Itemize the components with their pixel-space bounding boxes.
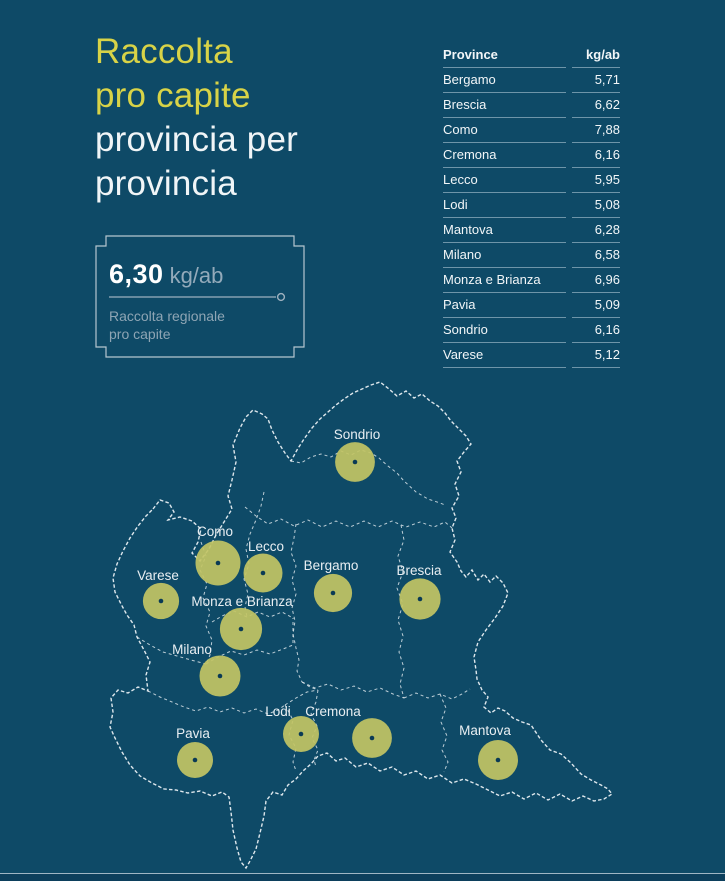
province-capital-dot	[239, 627, 244, 632]
province-capital-dot	[218, 674, 223, 679]
table-cell-province: Monza e Brianza	[443, 267, 566, 293]
table-cell-province: Mantova	[443, 217, 566, 243]
table-cell-province: Lecco	[443, 167, 566, 193]
regional-average-value: 6,30	[109, 259, 164, 289]
province-capital-dot	[331, 591, 336, 596]
province-label: Sondrio	[333, 427, 381, 442]
province-label: Milano	[172, 642, 212, 657]
province-label: Brescia	[396, 563, 442, 578]
province-label: Cremona	[305, 704, 361, 719]
table-cell-kgab: 5,71	[572, 67, 620, 93]
title-line-4: provincia	[95, 164, 237, 203]
province-capital-dot	[299, 732, 304, 737]
table-cell-province: Cremona	[443, 142, 566, 168]
table-cell-kgab: 5,12	[572, 342, 620, 368]
table-cell-province: Brescia	[443, 92, 566, 118]
province-label: Pavia	[176, 726, 210, 741]
title-line-3: provincia per	[95, 120, 298, 159]
province-capital-dot	[418, 597, 423, 602]
table-cell-province: Pavia	[443, 292, 566, 318]
table-cell-kgab: 6,16	[572, 317, 620, 343]
province-capital-dot	[370, 736, 375, 741]
regional-average-caption: Raccolta regionale pro capite	[109, 308, 225, 342]
province-capital-dot	[193, 758, 198, 763]
regional-average-unit: kg/ab	[169, 263, 224, 288]
province-label: Lodi	[265, 704, 291, 719]
province-capital-dot	[496, 758, 501, 763]
next-section-edge	[0, 873, 725, 881]
province-label: Bergamo	[303, 558, 359, 573]
table-cell-province: Milano	[443, 242, 566, 268]
province-capital-dot	[353, 460, 358, 465]
province-capital-dot	[159, 599, 164, 604]
table-cell-province: Varese	[443, 342, 566, 368]
title-line-accent-1: Raccolta	[95, 32, 233, 71]
table-cell-kgab: 5,95	[572, 167, 620, 193]
province-label: Como	[196, 524, 234, 539]
table-cell-province: Como	[443, 117, 566, 143]
table-cell-province: Bergamo	[443, 67, 566, 93]
title-line-accent-2: pro capite	[95, 76, 251, 115]
table-header-kgab: kg/ab	[572, 42, 620, 68]
table-cell-kgab: 5,08	[572, 192, 620, 218]
province-label: Mantova	[459, 723, 511, 738]
table-cell-kgab: 7,88	[572, 117, 620, 143]
province-capital-dot	[216, 561, 221, 566]
table-cell-province: Sondrio	[443, 317, 566, 343]
province-capital-dot	[261, 571, 266, 576]
table-cell-kgab: 6,28	[572, 217, 620, 243]
table-header-province: Province	[443, 42, 566, 68]
table-cell-province: Lodi	[443, 192, 566, 218]
table-cell-kgab: 6,62	[572, 92, 620, 118]
province-label: Varese	[137, 568, 179, 583]
table-cell-kgab: 6,58	[572, 242, 620, 268]
province-label: Monza e Brianza	[191, 594, 293, 609]
table-cell-kgab: 6,96	[572, 267, 620, 293]
province-label: Lecco	[247, 539, 285, 554]
table-cell-kgab: 6,16	[572, 142, 620, 168]
table-cell-kgab: 5,09	[572, 292, 620, 318]
